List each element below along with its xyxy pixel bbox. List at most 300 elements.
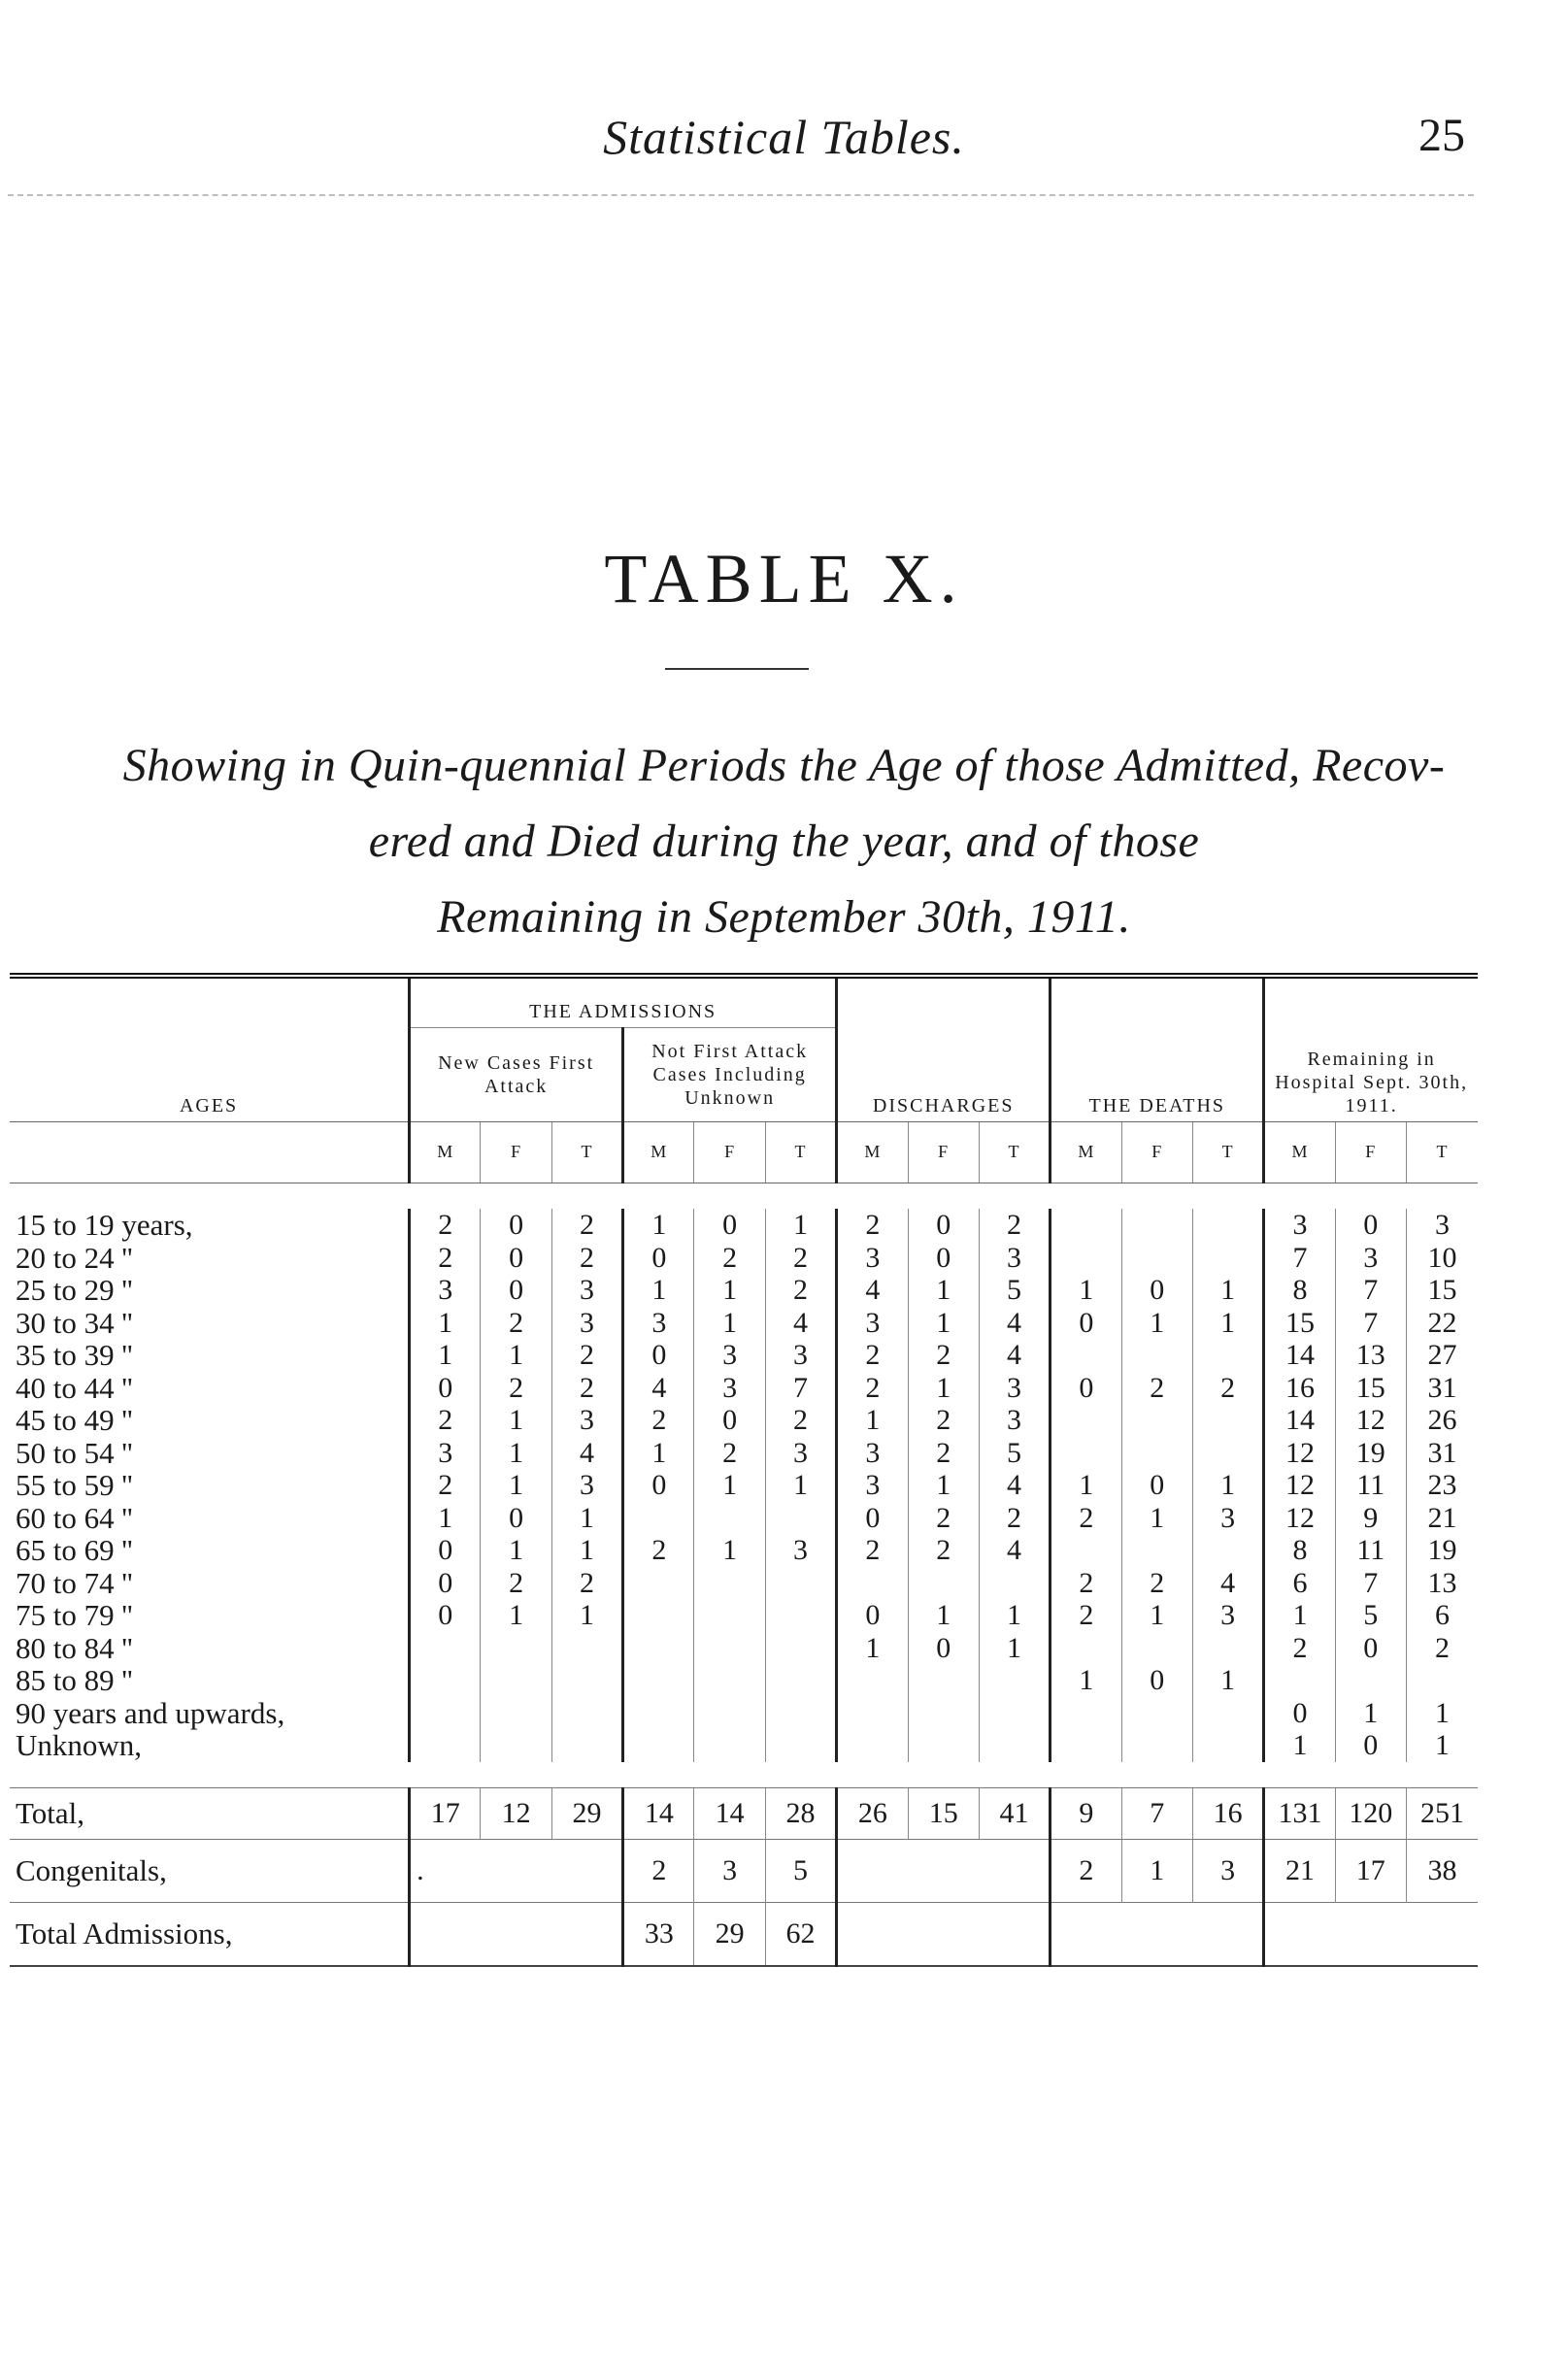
table-cell bbox=[1121, 1242, 1192, 1275]
table-cell: 11 bbox=[1335, 1469, 1406, 1502]
table-cell: 2 bbox=[908, 1534, 979, 1567]
table-cell: 1 bbox=[1121, 1502, 1192, 1535]
table-cell bbox=[481, 1632, 551, 1665]
table-cell: 1 bbox=[979, 1599, 1050, 1632]
table-cell: 11 bbox=[1335, 1534, 1406, 1567]
table-cell bbox=[908, 1567, 979, 1600]
table-cell: 7 bbox=[1335, 1274, 1406, 1307]
table-cell bbox=[481, 1664, 551, 1697]
table-cell: 62 bbox=[765, 1902, 836, 1966]
table-cell: 21 bbox=[1264, 1839, 1335, 1902]
table-cell bbox=[979, 1664, 1050, 1697]
table-cell: 5 bbox=[1335, 1599, 1406, 1632]
table-cell: 2 bbox=[837, 1339, 908, 1372]
age-label: 25 to 29 '' bbox=[16, 1273, 133, 1307]
table-cell bbox=[1192, 1729, 1263, 1762]
table-cell bbox=[623, 1632, 694, 1665]
table-cell: 3 bbox=[1192, 1502, 1263, 1535]
table-cell: 1 bbox=[837, 1404, 908, 1437]
table-row bbox=[10, 1664, 1478, 1697]
table-row bbox=[10, 1534, 1478, 1567]
table-cell: 14 bbox=[623, 1787, 694, 1839]
table-cell: 2 bbox=[551, 1372, 622, 1405]
table-cell: 1 bbox=[694, 1534, 765, 1567]
col-header-m: M bbox=[410, 1122, 481, 1183]
table-row bbox=[10, 1567, 1478, 1600]
table-cell bbox=[551, 1697, 622, 1730]
table-cell: 5 bbox=[979, 1437, 1050, 1470]
table-cell: 1 bbox=[908, 1307, 979, 1340]
table-cell bbox=[837, 1697, 908, 1730]
table-cell: 2 bbox=[908, 1404, 979, 1437]
table-cell: 3 bbox=[979, 1242, 1050, 1275]
table-cell: 4 bbox=[979, 1534, 1050, 1567]
table-cell: 4 bbox=[623, 1372, 694, 1405]
table-cell: 3 bbox=[979, 1372, 1050, 1405]
table-cell bbox=[765, 1697, 836, 1730]
table-cell bbox=[623, 1697, 694, 1730]
table-row bbox=[10, 1307, 1478, 1340]
age-label: 45 to 49 '' bbox=[16, 1403, 133, 1437]
table-cell: 5 bbox=[979, 1274, 1050, 1307]
table-cell: 0 bbox=[410, 1534, 481, 1567]
table-cell bbox=[765, 1664, 836, 1697]
table-cell: 2 bbox=[623, 1534, 694, 1567]
table-title: TABLE X. bbox=[604, 540, 964, 617]
table-cell: 7 bbox=[1335, 1567, 1406, 1600]
running-head bbox=[0, 109, 1568, 167]
table-cell: 0 bbox=[1335, 1209, 1406, 1242]
table-cell: 15 bbox=[1335, 1372, 1406, 1405]
table-cell: 12 bbox=[1264, 1437, 1335, 1470]
table-cell bbox=[1264, 1664, 1335, 1697]
table-cell: 2 bbox=[1264, 1632, 1335, 1665]
table-cell: 1 bbox=[1051, 1469, 1121, 1502]
table-cell: 0 bbox=[481, 1242, 551, 1275]
table-cell: 29 bbox=[551, 1787, 622, 1839]
table-cell: 1 bbox=[1192, 1469, 1263, 1502]
total-admissions-label: Total Admissions, bbox=[10, 1902, 410, 1966]
table-cell: 2 bbox=[410, 1242, 481, 1275]
table-cell: 1 bbox=[623, 1274, 694, 1307]
mft-header-row bbox=[10, 1122, 1478, 1183]
table-cell: 1 bbox=[765, 1209, 836, 1242]
table-cell: 2 bbox=[765, 1404, 836, 1437]
table-cell: 14 bbox=[694, 1787, 765, 1839]
table-cell: 0 bbox=[1121, 1469, 1192, 1502]
col-header-t: T bbox=[765, 1122, 836, 1183]
col-header-m: M bbox=[623, 1122, 694, 1183]
table-cell: 1 bbox=[410, 1502, 481, 1535]
table-row bbox=[10, 1599, 1478, 1632]
table-cell: 1 bbox=[765, 1469, 836, 1502]
table-cell bbox=[837, 1567, 908, 1600]
table-cell bbox=[1051, 1534, 1121, 1567]
table-cell: 0 bbox=[908, 1209, 979, 1242]
table-cell bbox=[1192, 1339, 1263, 1372]
table-cell: 1 bbox=[481, 1404, 551, 1437]
table-cell: 1 bbox=[1121, 1307, 1192, 1340]
table-cell: 9 bbox=[1335, 1502, 1406, 1535]
table-cell bbox=[410, 1632, 481, 1665]
table-cell: 1 bbox=[908, 1274, 979, 1307]
table-cell bbox=[1051, 1209, 1121, 1242]
table-cell bbox=[1335, 1664, 1406, 1697]
congenitals-label: Congenitals, bbox=[16, 1852, 167, 1887]
age-label: 80 to 84 '' bbox=[16, 1630, 133, 1665]
table-cell bbox=[551, 1729, 622, 1762]
table-cell bbox=[1406, 1664, 1478, 1697]
table-cell: 2 bbox=[623, 1839, 694, 1902]
age-label: Unknown, bbox=[16, 1728, 143, 1762]
table-cell: 2 bbox=[979, 1209, 1050, 1242]
table-cell: 2 bbox=[979, 1502, 1050, 1535]
table-cell: 1 bbox=[694, 1307, 765, 1340]
table-row bbox=[10, 1339, 1478, 1372]
table-cell: 0 bbox=[1264, 1697, 1335, 1730]
table-cell: 27 bbox=[1406, 1339, 1478, 1372]
table-cell: 0 bbox=[1335, 1729, 1406, 1762]
table-cell bbox=[765, 1599, 836, 1632]
age-label: 70 to 74 '' bbox=[16, 1565, 133, 1600]
table-cell: 1 bbox=[1121, 1839, 1192, 1902]
table-cell: 1 bbox=[481, 1339, 551, 1372]
table-cell: 2 bbox=[410, 1209, 481, 1242]
table-cell: 1 bbox=[623, 1437, 694, 1470]
table-cell: 0 bbox=[1121, 1664, 1192, 1697]
table-cell: 31 bbox=[1406, 1437, 1478, 1470]
table-cell: 2 bbox=[410, 1469, 481, 1502]
col-header-f: F bbox=[1335, 1122, 1406, 1183]
table-cell: 3 bbox=[551, 1274, 622, 1307]
table-cell: 0 bbox=[410, 1599, 481, 1632]
table-cell bbox=[1121, 1632, 1192, 1665]
table-cell: 2 bbox=[1051, 1599, 1121, 1632]
table-cell: 3 bbox=[837, 1307, 908, 1340]
table-row bbox=[10, 1697, 1478, 1730]
table-cell bbox=[481, 1697, 551, 1730]
table-cell bbox=[837, 1729, 908, 1762]
table-cell: 1 bbox=[1406, 1697, 1478, 1730]
table-cell bbox=[694, 1502, 765, 1535]
table-cell: 3 bbox=[551, 1307, 622, 1340]
table-cell: 3 bbox=[694, 1372, 765, 1405]
table-cell: 41 bbox=[979, 1787, 1050, 1839]
table-cell: 19 bbox=[1335, 1437, 1406, 1470]
table-cell: 1 bbox=[1264, 1599, 1335, 1632]
blank-cell bbox=[837, 1839, 1051, 1902]
page-number: 25 bbox=[1418, 110, 1465, 161]
table-cell bbox=[694, 1664, 765, 1697]
table-cell bbox=[623, 1729, 694, 1762]
table-cell: 1 bbox=[410, 1339, 481, 1372]
caption-line: Showing in Quin-quennial Periods the Age of those Admitted, Recov- bbox=[122, 740, 1446, 791]
table-cell bbox=[1121, 1534, 1192, 1567]
table-cell: 0 bbox=[623, 1242, 694, 1275]
table-cell: 1 bbox=[1192, 1664, 1263, 1697]
age-label: 40 to 44 '' bbox=[16, 1370, 133, 1405]
table-cell: 1 bbox=[1051, 1274, 1121, 1307]
spacer bbox=[10, 1762, 1478, 1788]
table-cell: 2 bbox=[481, 1372, 551, 1405]
caption bbox=[0, 728, 1568, 955]
table-cell: 1 bbox=[908, 1372, 979, 1405]
col-header-m: M bbox=[1264, 1122, 1335, 1183]
table-cell: 1 bbox=[1051, 1664, 1121, 1697]
table-cell: 17 bbox=[1335, 1839, 1406, 1902]
age-label: 55 to 59 '' bbox=[16, 1468, 133, 1502]
table-cell bbox=[908, 1697, 979, 1730]
col-header-t: T bbox=[1192, 1122, 1263, 1183]
table-cell bbox=[1192, 1534, 1263, 1567]
table-cell: 3 bbox=[410, 1437, 481, 1470]
col-header-t: T bbox=[551, 1122, 622, 1183]
table-cell: 2 bbox=[1051, 1502, 1121, 1535]
table-row bbox=[10, 1209, 1478, 1242]
table-cell: 2 bbox=[1406, 1632, 1478, 1665]
table-cell: 120 bbox=[1335, 1787, 1406, 1839]
table-cell: 5 bbox=[765, 1839, 836, 1902]
table-cell: 4 bbox=[1192, 1567, 1263, 1600]
table-cell: 0 bbox=[410, 1372, 481, 1405]
table-cell bbox=[1051, 1404, 1121, 1437]
table-cell: 1 bbox=[979, 1632, 1050, 1665]
table-cell: 3 bbox=[551, 1469, 622, 1502]
deaths-header: THE DEATHS bbox=[1051, 976, 1264, 1122]
table-cell: 2 bbox=[551, 1339, 622, 1372]
table-cell: 3 bbox=[551, 1404, 622, 1437]
table-cell: 14 bbox=[1264, 1339, 1335, 1372]
table-cell: 3 bbox=[765, 1534, 836, 1567]
table-cell: 1 bbox=[551, 1502, 622, 1535]
col-header-m: M bbox=[1051, 1122, 1121, 1183]
table-cell: 0 bbox=[1121, 1274, 1192, 1307]
table-row bbox=[10, 1437, 1478, 1470]
table-cell: 3 bbox=[979, 1404, 1050, 1437]
table-cell bbox=[1121, 1729, 1192, 1762]
table-cell: 1 bbox=[1264, 1729, 1335, 1762]
table-cell: 3 bbox=[1406, 1209, 1478, 1242]
table-cell: 28 bbox=[765, 1787, 836, 1839]
table-cell: 0 bbox=[1051, 1307, 1121, 1340]
table-cell: 0 bbox=[623, 1339, 694, 1372]
table-row bbox=[10, 1242, 1478, 1275]
table-row bbox=[10, 1372, 1478, 1405]
table-cell: 1 bbox=[694, 1274, 765, 1307]
table-cell: 3 bbox=[765, 1437, 836, 1470]
table-cell: 2 bbox=[1051, 1567, 1121, 1600]
congenitals-mark: . bbox=[410, 1839, 623, 1902]
table-cell: 33 bbox=[623, 1902, 694, 1966]
table-cell: 15 bbox=[1406, 1274, 1478, 1307]
table-cell bbox=[1121, 1339, 1192, 1372]
table-cell: 17 bbox=[410, 1787, 481, 1839]
table-cell: 16 bbox=[1264, 1372, 1335, 1405]
table-cell: 0 bbox=[623, 1469, 694, 1502]
table-cell: 1 bbox=[551, 1534, 622, 1567]
table-row bbox=[10, 1729, 1478, 1762]
table-cell: 12 bbox=[1264, 1469, 1335, 1502]
table-cell: 16 bbox=[1192, 1787, 1263, 1839]
table-cell bbox=[623, 1567, 694, 1600]
table-cell: 1 bbox=[623, 1209, 694, 1242]
table-cell: 2 bbox=[765, 1274, 836, 1307]
table-cell bbox=[1192, 1437, 1263, 1470]
admissions-header: THE ADMISSIONS bbox=[410, 976, 837, 1028]
table-cell: 0 bbox=[694, 1404, 765, 1437]
table-cell: 29 bbox=[694, 1902, 765, 1966]
table-cell: 3 bbox=[1192, 1599, 1263, 1632]
header-rule bbox=[8, 194, 1474, 196]
table-cell: 1 bbox=[1121, 1599, 1192, 1632]
new-cases-header: New Cases First Attack bbox=[410, 1028, 623, 1122]
blank-cell bbox=[1264, 1902, 1478, 1966]
table-cell: 7 bbox=[765, 1372, 836, 1405]
col-header-f: F bbox=[908, 1122, 979, 1183]
table-cell: 3 bbox=[410, 1274, 481, 1307]
table-cell: 1 bbox=[1406, 1729, 1478, 1762]
total-row bbox=[10, 1787, 1478, 1839]
table-cell bbox=[1192, 1404, 1263, 1437]
table-cell bbox=[979, 1729, 1050, 1762]
table-cell: 2 bbox=[694, 1437, 765, 1470]
congenitals-row bbox=[10, 1839, 1478, 1902]
table-cell: 38 bbox=[1406, 1839, 1478, 1902]
table-cell: 3 bbox=[837, 1437, 908, 1470]
table-cell bbox=[979, 1697, 1050, 1730]
table-cell: 3 bbox=[694, 1839, 765, 1902]
table-cell: 2 bbox=[551, 1567, 622, 1600]
table-cell bbox=[623, 1502, 694, 1535]
table-cell: 22 bbox=[1406, 1307, 1478, 1340]
table-row bbox=[10, 1274, 1478, 1307]
table-cell: 8 bbox=[1264, 1274, 1335, 1307]
table-cell bbox=[1121, 1404, 1192, 1437]
age-label: 65 to 69 '' bbox=[16, 1533, 133, 1567]
table-row bbox=[10, 1502, 1478, 1535]
age-label: 20 to 24 '' bbox=[16, 1240, 133, 1275]
table-cell bbox=[765, 1502, 836, 1535]
table-cell bbox=[410, 1664, 481, 1697]
blank-cell bbox=[1051, 1902, 1264, 1966]
table-cell: 1 bbox=[908, 1469, 979, 1502]
table-cell: 4 bbox=[979, 1339, 1050, 1372]
table-cell: 0 bbox=[694, 1209, 765, 1242]
table-cell: 12 bbox=[1335, 1404, 1406, 1437]
total-label: Total, bbox=[10, 1787, 410, 1839]
table-cell bbox=[1051, 1697, 1121, 1730]
table-cell: 1 bbox=[481, 1469, 551, 1502]
table-cell: 2 bbox=[551, 1209, 622, 1242]
table-cell: 2 bbox=[1121, 1372, 1192, 1405]
table-cell: 3 bbox=[1264, 1209, 1335, 1242]
table-cell: 4 bbox=[765, 1307, 836, 1340]
table-cell bbox=[1051, 1339, 1121, 1372]
table-cell bbox=[694, 1567, 765, 1600]
table-cell: 0 bbox=[481, 1209, 551, 1242]
col-header-t: T bbox=[979, 1122, 1050, 1183]
table-cell: 2 bbox=[908, 1502, 979, 1535]
table-cell bbox=[694, 1729, 765, 1762]
table-cell bbox=[623, 1664, 694, 1697]
table-cell bbox=[551, 1664, 622, 1697]
table-cell bbox=[1192, 1632, 1263, 1665]
table-cell bbox=[481, 1729, 551, 1762]
age-label: 75 to 79 '' bbox=[16, 1598, 133, 1632]
caption-line: Remaining in September 30th, 1911. bbox=[437, 891, 1131, 943]
table-cell bbox=[623, 1599, 694, 1632]
table-cell: 2 bbox=[551, 1242, 622, 1275]
table-cell: 26 bbox=[837, 1787, 908, 1839]
table-cell: 2 bbox=[1121, 1567, 1192, 1600]
table-cell bbox=[1051, 1437, 1121, 1470]
table-cell bbox=[1051, 1242, 1121, 1275]
age-label: 35 to 39 '' bbox=[16, 1338, 133, 1372]
table-cell bbox=[979, 1567, 1050, 1600]
table-cell: 23 bbox=[1406, 1469, 1478, 1502]
table-cell: 9 bbox=[1051, 1787, 1121, 1839]
table-cell: 1 bbox=[481, 1534, 551, 1567]
table-cell: 2 bbox=[623, 1404, 694, 1437]
table-cell: 12 bbox=[1264, 1502, 1335, 1535]
table-cell: 1 bbox=[481, 1437, 551, 1470]
table-cell bbox=[1121, 1209, 1192, 1242]
table-cell bbox=[694, 1632, 765, 1665]
table-cell: 2 bbox=[765, 1242, 836, 1275]
table-cell bbox=[765, 1729, 836, 1762]
table-cell: 12 bbox=[481, 1787, 551, 1839]
col-header-f: F bbox=[694, 1122, 765, 1183]
table-cell: 3 bbox=[623, 1307, 694, 1340]
title-rule bbox=[665, 668, 809, 670]
table-cell: 4 bbox=[979, 1307, 1050, 1340]
table-cell: 1 bbox=[1192, 1274, 1263, 1307]
table-cell bbox=[694, 1697, 765, 1730]
table-cell: 2 bbox=[1192, 1372, 1263, 1405]
table-cell: 0 bbox=[1335, 1632, 1406, 1665]
table-cell: 14 bbox=[1264, 1404, 1335, 1437]
table-cell: 2 bbox=[694, 1242, 765, 1275]
col-header-m: M bbox=[837, 1122, 908, 1183]
table-cell bbox=[410, 1729, 481, 1762]
table-cell: 1 bbox=[481, 1599, 551, 1632]
table-cell: 2 bbox=[1051, 1839, 1121, 1902]
table-cell bbox=[1192, 1242, 1263, 1275]
age-label: 30 to 34 '' bbox=[16, 1305, 133, 1340]
table-cell: 15 bbox=[1264, 1307, 1335, 1340]
table-cell: 31 bbox=[1406, 1372, 1478, 1405]
table-cell bbox=[551, 1632, 622, 1665]
discharges-header: DISCHARGES bbox=[837, 976, 1051, 1122]
age-label: 85 to 89 '' bbox=[16, 1663, 133, 1697]
total-admissions-row bbox=[10, 1902, 1478, 1966]
table-cell: 251 bbox=[1406, 1787, 1478, 1839]
table-cell: 1 bbox=[837, 1632, 908, 1665]
table-cell: 15 bbox=[908, 1787, 979, 1839]
table-cell: 0 bbox=[837, 1599, 908, 1632]
table-cell: 1 bbox=[1192, 1307, 1263, 1340]
table-cell: 1 bbox=[410, 1307, 481, 1340]
table-cell: 2 bbox=[837, 1209, 908, 1242]
table-cell bbox=[1051, 1729, 1121, 1762]
running-title: Statistical Tables. bbox=[603, 110, 965, 164]
table-cell: 4 bbox=[551, 1437, 622, 1470]
table-cell: 0 bbox=[410, 1567, 481, 1600]
col-header-f: F bbox=[1121, 1122, 1192, 1183]
table-cell: 4 bbox=[837, 1274, 908, 1307]
table-cell: 26 bbox=[1406, 1404, 1478, 1437]
table-cell bbox=[908, 1729, 979, 1762]
